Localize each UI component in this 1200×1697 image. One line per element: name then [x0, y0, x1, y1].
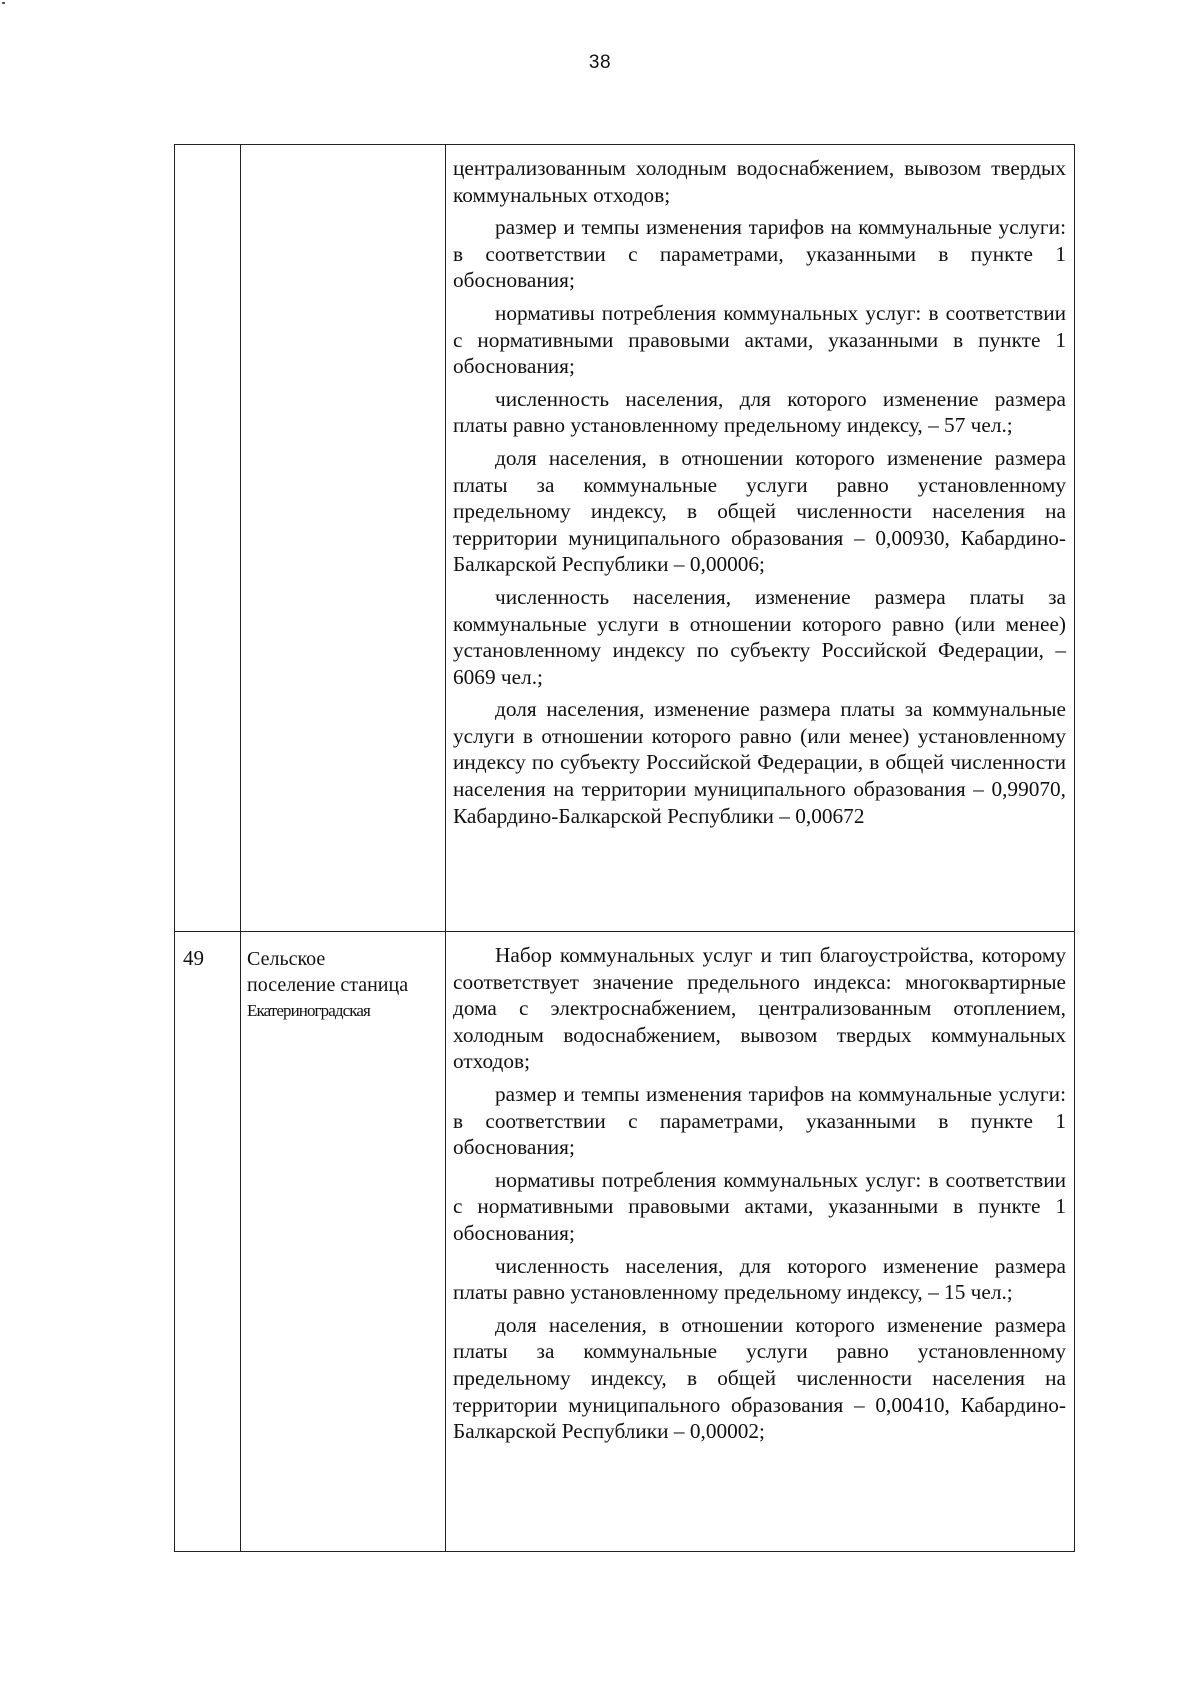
paragraph: нормативы потребления коммунальных услуг: в соответствии с нормативными правовыми актами, указанными в пункте 1 обоснования; [453, 300, 1066, 379]
municipality-name-line: поселение станица [247, 974, 409, 996]
paragraph: доля населения, в отношении которого изменение размера платы за коммунальные услуги равно установленному предельному индексу, в общей численности населения на территории муниципального образования – 0,00410, Кабардино-Балкарской Республики – 0,00002; [453, 1312, 1066, 1444]
description-cell [446, 932, 1075, 1552]
paragraph: доля населения, изменение размера платы за коммунальные услуги в отношении которого равно (или менее) установленному индексу по субъекту Российской Федерации, в общей численности населения на территории муниципального образования – 0,99070, Кабардино-Балкарской Республики – 0,00672 [453, 697, 1066, 828]
row-number-cell: 49 [175, 932, 241, 1552]
scan-artifact [2, 2, 5, 4]
paragraph: нормативы потребления коммунальных услуг: в соответствии с нормативными правовыми актами, указанными в пункте 1 обоснования; [453, 1167, 1066, 1245]
table-row-49 [175, 932, 1075, 1552]
paragraph: Набор коммунальных услуг и тип благоустройства, которому соответствует значение предельного индекса: многоквартирные дома с электроснабжением, централизованным отоплением, холодным водоснабжением, вывозом твердых коммунальных отходов; [453, 943, 1066, 1074]
municipality-name-line: Сельское [247, 948, 326, 970]
municipality-name-cell [241, 145, 446, 932]
paragraph: размер и темпы изменения тарифов на коммунальные услуги: в соответствии с параметрами, указанными в пункте 1 обоснования; [453, 215, 1066, 293]
paragraph: численность населения, изменение размера платы за коммунальные услуги в отношении которого равно (или менее) установленному индексу по субъекту Российской Федерации, – 6069 чел.; [453, 584, 1066, 689]
data-table [174, 144, 1075, 1552]
row-number-cell [175, 145, 241, 932]
table-row-continuation [175, 145, 1075, 932]
municipality-name-cell [241, 932, 446, 1552]
paragraph: доля населения, в отношении которого изменение размера платы за коммунальные услуги равно установленному предельному индексу, в общей численности населения на территории муниципального образования – 0,00930, Кабардино-Балкарской Республики – 0,00006; [453, 445, 1066, 577]
paragraph: численность населения, для которого изменение размера платы равно установленному предельному индексу, – 57 чел.; [453, 386, 1066, 438]
paragraph: численность населения, для которого изменение размера платы равно установленному предельному индексу, – 15 чел.; [453, 1253, 1066, 1305]
description-cell [446, 145, 1075, 932]
municipality-name-line: Екатериноградская [247, 1001, 370, 1020]
page-number: 38 [588, 52, 612, 73]
paragraph: централизованным холодным водоснабжением, вывозом твердых коммунальных отходов; [453, 156, 1066, 207]
paragraph: размер и темпы изменения тарифов на коммунальные услуги: в соответствии с параметрами, указанными в пункте 1 обоснования; [453, 1081, 1066, 1160]
